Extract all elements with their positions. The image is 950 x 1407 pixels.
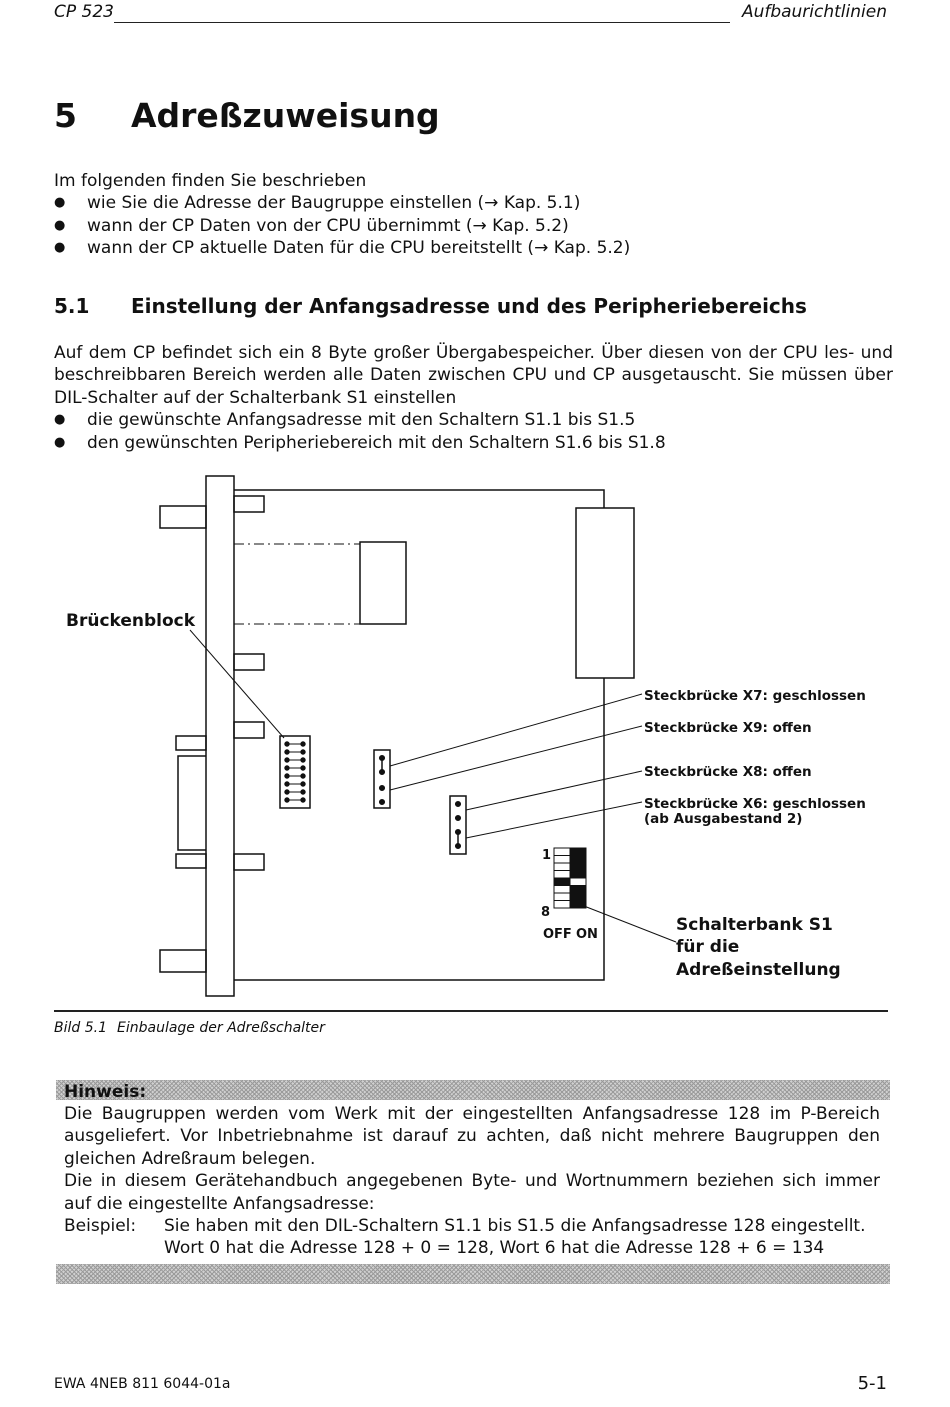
pin-row <box>285 758 305 762</box>
label-switchbank-3: Adreßeinstellung <box>676 960 841 980</box>
header-right: Aufbaurichtlinien <box>741 2 887 22</box>
jumper-pin <box>380 800 385 805</box>
section-item: ● den gewünschten Peripheriebereich mit den Schaltern S1.6 bis S1.8 <box>54 432 893 454</box>
note-paragraph: Die Baugruppen werden vom Werk mit der eingestellten Anfangsadresse 128 im P-Bereich ausgeliefert. Vor Inbetriebnahme ist darauf zu achten, daß nicht mehrere Baugruppen den gleichen Adreßraum belegen. <box>64 1104 880 1169</box>
intro-lead: Im folgenden finden Sie beschrieben <box>54 171 367 191</box>
connector-flange <box>176 854 206 868</box>
footer-page-number: 5-1 <box>857 1373 887 1394</box>
intro-block <box>54 170 894 260</box>
front-panel <box>206 476 234 996</box>
leader-x6 <box>466 802 642 838</box>
pin-row <box>285 750 305 754</box>
connector-tab <box>160 506 206 528</box>
pin-row <box>285 790 305 794</box>
note-title: Hinweis: <box>64 1082 147 1102</box>
tall-component <box>576 508 634 678</box>
label-x7: Steckbrücke X7: geschlossen <box>644 688 866 704</box>
label-off: OFF <box>543 927 572 942</box>
pin-row <box>285 742 305 746</box>
module-diagram <box>54 470 888 1010</box>
bridge-block <box>280 736 310 808</box>
label-bridge-block: Brückenblock <box>66 611 196 631</box>
figure-caption <box>54 1020 325 1036</box>
intro-item: ● wie Sie die Adresse der Baugruppe einstellen (→ Kap. 5.1) <box>54 192 894 214</box>
jumper-pins <box>380 756 461 849</box>
bridge-block-pins <box>285 742 305 802</box>
jumper-pin <box>456 802 461 807</box>
example-line: Wort 0 hat die Adresse 128 + 0 = 128, Wort 6 hat die Adresse 128 + 6 = 134 <box>164 1238 825 1259</box>
pin-row <box>285 766 305 770</box>
chip <box>360 542 406 624</box>
caption-number: Bild 5.1 <box>54 1020 107 1036</box>
note-shade-top <box>56 1080 890 1100</box>
leader-x8 <box>466 771 642 810</box>
label-switch-first: 1 <box>542 848 552 863</box>
note-example <box>64 1215 880 1260</box>
jumper-pin <box>456 816 461 821</box>
pin-row <box>285 798 305 802</box>
figure-rule <box>54 1010 888 1012</box>
connector-tab <box>234 854 264 870</box>
switch-on-cells <box>570 878 586 886</box>
chapter-number: 5 <box>54 96 77 135</box>
section-title <box>54 294 807 318</box>
label-x6: Steckbrücke X6: geschlossen <box>644 796 866 812</box>
label-x8: Steckbrücke X8: offen <box>644 764 812 780</box>
note-body <box>64 1103 880 1260</box>
chapter-title <box>54 96 440 135</box>
pin-row <box>285 782 305 786</box>
jumper-pin <box>380 786 385 791</box>
section-body <box>54 342 893 454</box>
note-paragraph: Die in diesem Gerätehandbuch angegebenen Byte- und Wortnummern beziehen sich immer auf die eingestellte Anfangsadresse: <box>64 1171 880 1214</box>
switch-bank-s1 <box>554 848 586 908</box>
label-on: ON <box>576 927 598 942</box>
connector-tab <box>234 654 264 670</box>
section-list <box>54 409 893 454</box>
connector-tab <box>160 950 206 972</box>
note-shade-bottom <box>56 1264 890 1284</box>
section-title-text: Einstellung der Anfangsadresse und des Peripheriebereichs <box>131 294 807 318</box>
sub-d-connector <box>178 756 206 850</box>
example-line: Sie haben mit den DIL-Schaltern S1.1 bis S1.5 die Anfangsadresse 128 eingestellt. <box>164 1216 866 1237</box>
example-label: Beispiel: <box>64 1216 137 1237</box>
intro-list <box>54 192 894 259</box>
intro-item: ● wann der CP aktuelle Daten für die CPU bereitstellt (→ Kap. 5.2) <box>54 237 894 259</box>
connector-tab <box>234 722 264 738</box>
footer-doc-number: EWA 4NEB 811 6044-01a <box>54 1376 231 1392</box>
header-rule <box>114 22 730 23</box>
label-switch-last: 8 <box>541 905 551 920</box>
label-switchbank-2: für die <box>676 937 740 957</box>
label-switchbank-1: Schalterbank S1 <box>676 915 833 935</box>
connector-tab <box>234 496 264 512</box>
label-x9: Steckbrücke X9: offen <box>644 720 812 736</box>
label-x6-note: (ab Ausgabestand 2) <box>644 811 803 827</box>
caption-text: Einbaulage der Adreßschalter <box>117 1020 325 1036</box>
section-item: ● die gewünschte Anfangsadresse mit den Schaltern S1.1 bis S1.5 <box>54 409 893 431</box>
section-paragraph: Auf dem CP befindet sich ein 8 Byte großer Übergabespeicher. Über diesen von der CPU les- und beschreibbaren Bereich werden alle Daten zwischen CPU und CP ausgetauscht. Sie müssen über DIL-Schalter auf der Schalterbank S1 einstellen <box>54 343 893 408</box>
pin-row <box>285 774 305 778</box>
intro-item: ● wann der CP Daten von der CPU übernimmt (→ Kap. 5.2) <box>54 215 894 237</box>
chapter-title-text: Adreßzuweisung <box>131 96 440 135</box>
connector-flange <box>176 736 206 750</box>
header-left: CP 523 <box>54 2 114 22</box>
section-number: 5.1 <box>54 294 90 318</box>
